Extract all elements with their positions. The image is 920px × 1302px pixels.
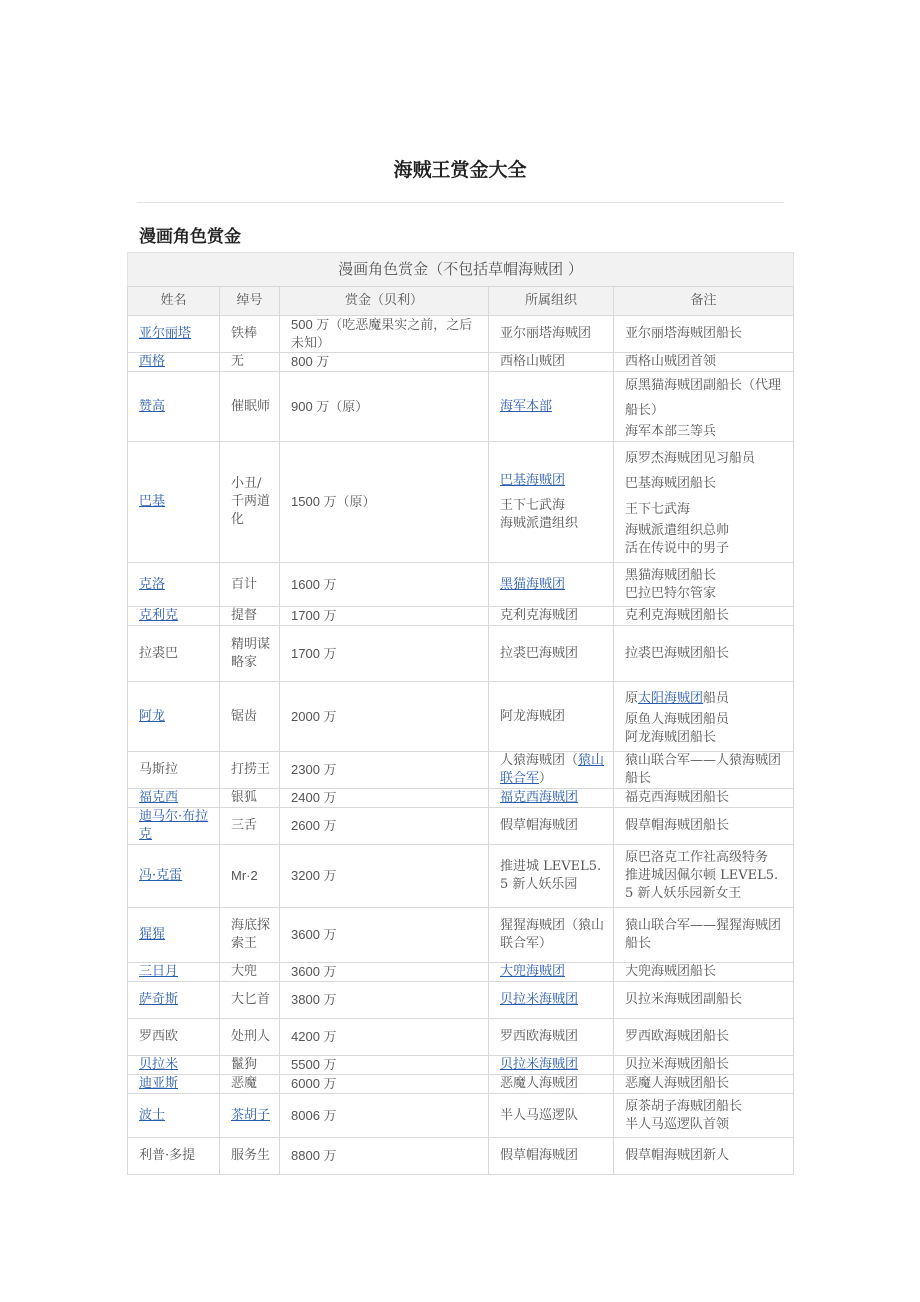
name-link[interactable]: 西格 (139, 354, 166, 369)
table-row (128, 752, 794, 789)
cell-nickname: 服务生 (220, 1138, 280, 1175)
cell-bounty: 1500 万（原） (280, 442, 489, 563)
note-line: 原巴洛克工作社高级特务 (625, 850, 769, 865)
org-link[interactable]: 贝拉米海贼团 (500, 992, 579, 1007)
cell-bounty: 3600 万 (280, 963, 489, 982)
cell-org (489, 442, 614, 563)
org-link[interactable]: 黑猫海贼团 (500, 576, 566, 592)
note-line: 原罗杰海贼团见习船员 (625, 451, 756, 466)
cell-note: 大兜海贼团船长 (614, 963, 794, 982)
cell-note: 西格山贼团首领 (614, 353, 794, 372)
cell-nickname: 大匕首 (220, 982, 280, 1019)
table-row (128, 626, 794, 682)
cell-note: 恶魔人海贼团船长 (614, 1075, 794, 1094)
cell-name (128, 607, 220, 626)
name-link[interactable]: 猩猩 (139, 927, 166, 942)
cell-nickname: 三舌 (220, 808, 280, 845)
name-link[interactable]: 三日月 (139, 964, 179, 979)
cell-name: 利普·多提 (128, 1138, 220, 1175)
cell-nickname: 无 (220, 353, 280, 372)
note-line (625, 686, 785, 711)
table-row (128, 682, 794, 752)
org-link[interactable]: 巴基海贼团 (500, 472, 566, 488)
cell-note: 假草帽海贼团新人 (614, 1138, 794, 1175)
header-bounty: 赏金（贝利） (280, 287, 489, 316)
cell-name (128, 316, 220, 353)
name-link[interactable]: 亚尔丽塔 (139, 326, 192, 341)
cell-bounty: 2000 万 (280, 682, 489, 752)
cell-name (128, 682, 220, 752)
table-row (128, 845, 794, 908)
cell-org (489, 563, 614, 607)
org-text: 人猿海贼团（ (500, 753, 579, 768)
table-row (128, 1019, 794, 1056)
table-row (128, 982, 794, 1019)
cell-name (128, 908, 220, 963)
cell-nickname: 百计 (220, 563, 280, 607)
cell-name (128, 789, 220, 808)
cell-org: 猩猩海贼团（猿山联合军） (489, 908, 614, 963)
cell-name (128, 1075, 220, 1094)
cell-note: 猿山联合军——人猿海贼团船长 (614, 752, 794, 789)
cell-name: 马斯拉 (128, 752, 220, 789)
table-row (128, 963, 794, 982)
cell-name (128, 563, 220, 607)
table-row (128, 1094, 794, 1138)
note-line: 阿龙海贼团船长 (625, 730, 717, 745)
name-link[interactable]: 贝拉米 (139, 1057, 179, 1072)
header-org: 所属组织 (489, 287, 614, 316)
table-row (128, 607, 794, 626)
cell-note: 假草帽海贼团船长 (614, 808, 794, 845)
note-line: 半人马巡逻队首领 (625, 1116, 730, 1132)
cell-bounty: 2400 万 (280, 789, 489, 808)
cell-bounty: 1700 万 (280, 607, 489, 626)
cell-bounty: 4200 万 (280, 1019, 489, 1056)
cell-nickname: 大兜 (220, 963, 280, 982)
cell-name: 罗西欧 (128, 1019, 220, 1056)
name-link[interactable]: 迪马尔·布拉克 (139, 809, 209, 842)
cell-org (489, 1056, 614, 1075)
cell-nickname: 银狐 (220, 789, 280, 808)
cell-org: 推进城 LEVEL5.5 新人妖乐园 (489, 845, 614, 908)
table-row (128, 353, 794, 372)
cell-name (128, 353, 220, 372)
section-heading: 漫画角色赏金 (139, 227, 241, 247)
cell-bounty: 8006 万 (280, 1094, 489, 1138)
cell-note (614, 845, 794, 908)
cell-bounty: 2600 万 (280, 808, 489, 845)
cell-nickname: 处刑人 (220, 1019, 280, 1056)
bounty-table (127, 252, 794, 1175)
note-line: 推进城因佩尔顿 LEVEL5.5 新人妖乐园新女王 (625, 868, 779, 901)
cell-note: 罗西欧海贼团船长 (614, 1019, 794, 1056)
org-link[interactable]: 福克西海贼团 (500, 790, 579, 805)
note-text: 原 (625, 691, 639, 706)
cell-org: 恶魔人海贼团 (489, 1075, 614, 1094)
cell-org: 阿龙海贼团 (489, 682, 614, 752)
cell-bounty: 6000 万 (280, 1075, 489, 1094)
table-row (128, 808, 794, 845)
cell-nickname: 锯齿 (220, 682, 280, 752)
page-title: 海贼王赏金大全 (393, 159, 527, 181)
cell-name (128, 1094, 220, 1138)
cell-nickname: Mr·2 (220, 845, 280, 908)
cell-bounty: 3600 万 (280, 908, 489, 963)
note-line: 活在传说中的男子 (625, 541, 730, 556)
cell-nickname: 打捞王 (220, 752, 280, 789)
table-row (128, 563, 794, 607)
cell-org: 半人马巡逻队 (489, 1094, 614, 1138)
note-line: 黑猫海贼团船长 (625, 567, 717, 583)
cell-name (128, 963, 220, 982)
cell-nickname: 催眠师 (220, 372, 280, 442)
cell-note: 猿山联合军——猩猩海贼团船长 (614, 908, 794, 963)
cell-name (128, 845, 220, 908)
cell-org: 罗西欧海贼团 (489, 1019, 614, 1056)
name-link[interactable]: 阿龙 (139, 708, 166, 724)
header-note: 备注 (614, 287, 794, 316)
name-link[interactable]: 克利克 (139, 608, 179, 623)
cell-org: 拉裘巴海贼团 (489, 626, 614, 682)
org-link[interactable]: 猿山联合军 (500, 753, 605, 786)
cell-bounty: 3200 万 (280, 845, 489, 908)
table-row (128, 789, 794, 808)
cell-bounty: 1700 万 (280, 626, 489, 682)
cell-note (614, 1094, 794, 1138)
cell-note (614, 372, 794, 442)
cell-org (489, 372, 614, 442)
cell-name: 拉裘巴 (128, 626, 220, 682)
table-row (128, 1138, 794, 1175)
note-text: 船员 (703, 691, 730, 706)
cell-org: 假草帽海贼团 (489, 1138, 614, 1175)
name-link[interactable]: 萨奇斯 (139, 992, 179, 1007)
cell-nickname: 恶魔 (220, 1075, 280, 1094)
cell-nickname: 海底探索王 (220, 908, 280, 963)
cell-nickname: 提督 (220, 607, 280, 626)
org-link[interactable]: 海军本部 (500, 398, 553, 414)
note-line: 海军本部三等兵 (625, 423, 717, 439)
cell-org: 亚尔丽塔海贼团 (489, 316, 614, 353)
cell-org (489, 982, 614, 1019)
table-row (128, 908, 794, 963)
org-link[interactable]: 贝拉米海贼团 (500, 1057, 579, 1072)
note-link[interactable]: 太阳海贼团 (638, 691, 704, 706)
cell-bounty: 1600 万 (280, 563, 489, 607)
cell-bounty: 8800 万 (280, 1138, 489, 1175)
cell-note (614, 442, 794, 563)
name-link[interactable]: 赞高 (139, 398, 166, 414)
cell-note (614, 682, 794, 752)
cell-bounty: 3800 万 (280, 982, 489, 1019)
name-link[interactable]: 巴基 (139, 494, 166, 509)
table-row (128, 372, 794, 442)
cell-org: 西格山贼团 (489, 353, 614, 372)
table-row (128, 1056, 794, 1075)
table-row (128, 316, 794, 353)
cell-name (128, 982, 220, 1019)
note-line: 巴拉巴特尔管家 (625, 585, 717, 601)
name-link[interactable]: 冯·克雷 (139, 868, 183, 883)
name-link[interactable]: 福克西 (139, 790, 179, 805)
cell-name (128, 808, 220, 845)
table-caption: 漫画角色赏金（不包括草帽海贼团 ） (127, 252, 794, 286)
note-line: 原茶胡子海贼团船长 (625, 1098, 743, 1114)
header-name: 姓名 (128, 287, 220, 316)
cell-name (128, 1056, 220, 1075)
cell-note: 克利克海贼团船长 (614, 607, 794, 626)
cell-org (489, 963, 614, 982)
note-line: 原黑猫海贼团副船长（代理船长） (625, 377, 782, 418)
org-line: 王下七武海 (500, 497, 566, 513)
note-line: 海贼派遣组织总帅 (625, 523, 730, 538)
cell-nickname: 鬣狗 (220, 1056, 280, 1075)
table-row (128, 1075, 794, 1094)
org-link[interactable]: 大兜海贼团 (500, 964, 566, 979)
cell-nickname: 铁棒 (220, 316, 280, 353)
note-line: 巴基海贼团船长 (625, 476, 717, 491)
cell-nickname: 精明谋略家 (220, 626, 280, 682)
cell-note: 贝拉米海贼团船长 (614, 1056, 794, 1075)
name-link[interactable]: 波士 (139, 1107, 166, 1123)
note-line: 原鱼人海贼团船员 (625, 712, 730, 727)
title-divider (137, 202, 784, 203)
table-header-row (128, 287, 794, 316)
cell-name (128, 372, 220, 442)
header-nickname: 绰号 (220, 287, 280, 316)
cell-bounty: 500 万（吃恶魔果实之前，之后未知） (280, 316, 489, 353)
name-link[interactable]: 克洛 (139, 576, 166, 592)
nickname-link[interactable]: 茶胡子 (231, 1107, 271, 1123)
cell-note: 贝拉米海贼团副船长 (614, 982, 794, 1019)
cell-org (489, 789, 614, 808)
cell-nickname: 小丑/千两道化 (220, 442, 280, 563)
name-link[interactable]: 迪亚斯 (139, 1076, 179, 1091)
cell-org (489, 752, 614, 789)
note-line: 王下七武海 (625, 502, 691, 517)
table-row (128, 442, 794, 563)
cell-nickname (220, 1094, 280, 1138)
org-line: 海贼派遣组织 (500, 515, 579, 531)
cell-bounty: 2300 万 (280, 752, 489, 789)
cell-org: 克利克海贼团 (489, 607, 614, 626)
cell-bounty: 5500 万 (280, 1056, 489, 1075)
cell-bounty: 900 万（原） (280, 372, 489, 442)
cell-bounty: 800 万 (280, 353, 489, 372)
cell-note: 福克西海贼团船长 (614, 789, 794, 808)
org-text: ） (539, 771, 553, 786)
cell-note: 拉裘巴海贼团船长 (614, 626, 794, 682)
cell-org: 假草帽海贼团 (489, 808, 614, 845)
cell-note: 亚尔丽塔海贼团船长 (614, 316, 794, 353)
cell-name (128, 442, 220, 563)
cell-note (614, 563, 794, 607)
